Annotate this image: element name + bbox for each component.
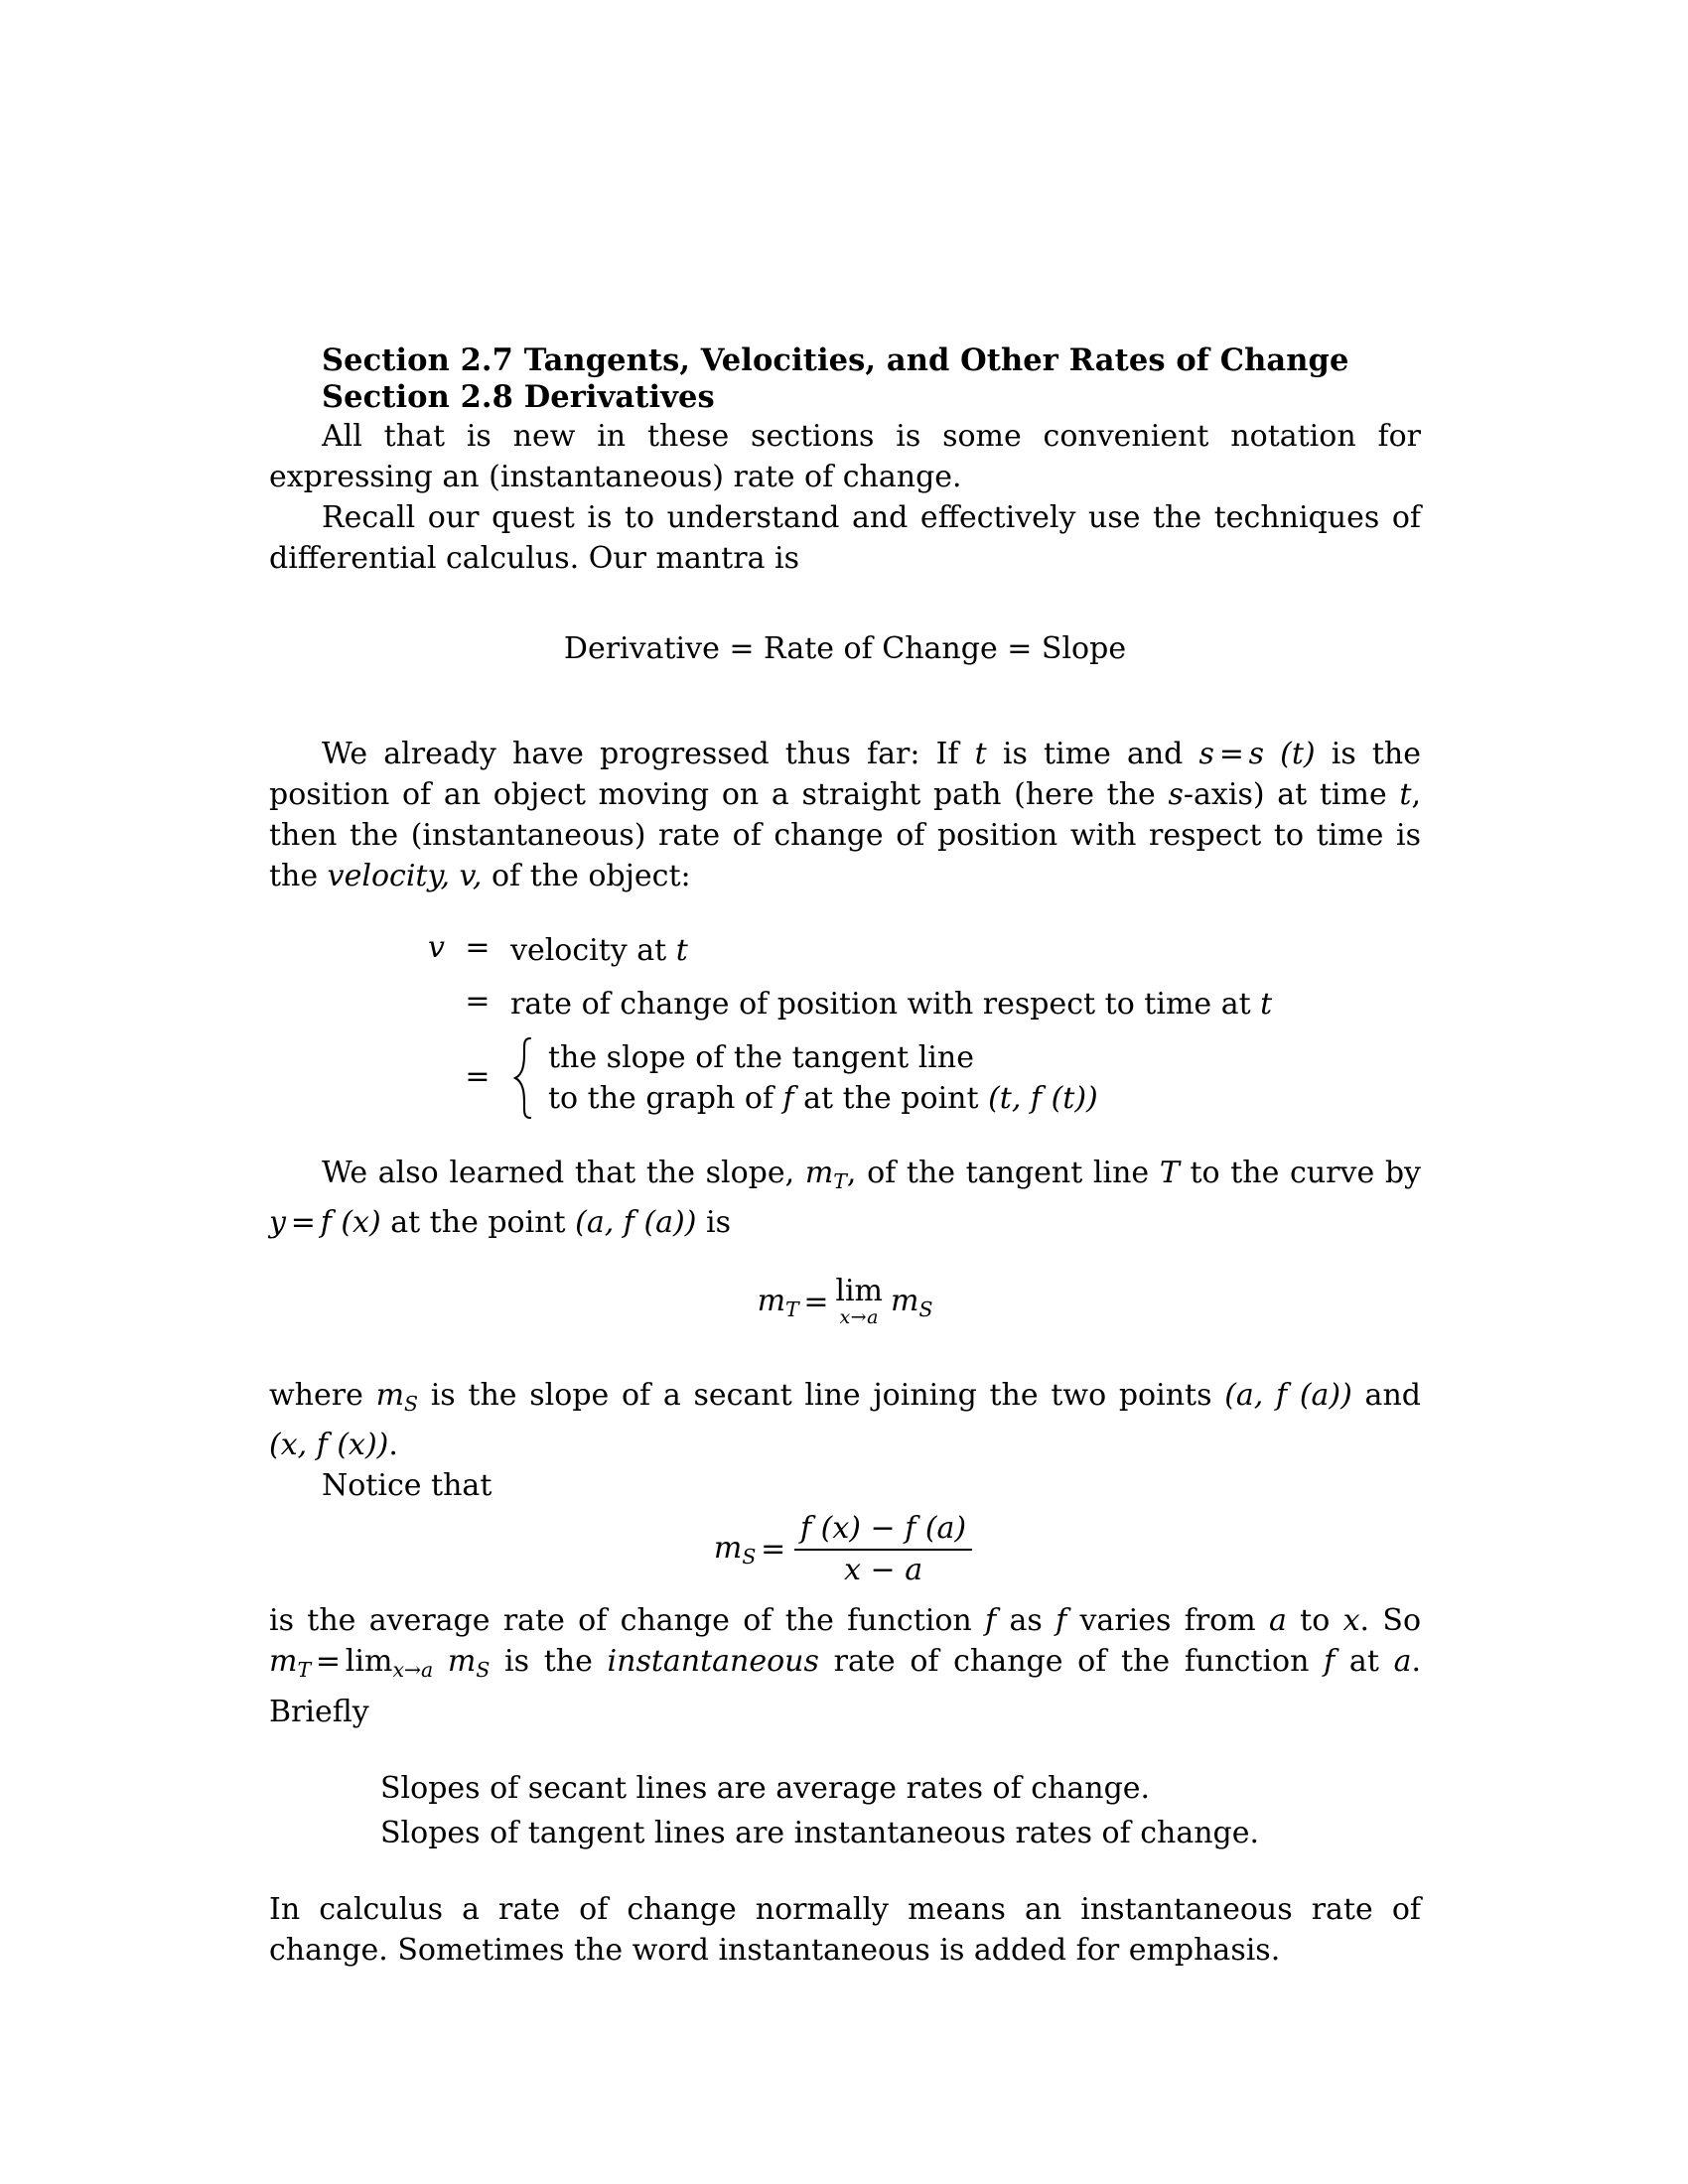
paragraph-average-vs-instantaneous bbox=[269, 1600, 1421, 1731]
case-line-1: the slope of the tangent line bbox=[548, 1040, 974, 1075]
limit-label: lim bbox=[835, 1274, 883, 1309]
p3-e: , then the (instantaneous) rate of change of position with respect to time is the bbox=[269, 777, 1421, 893]
spacer bbox=[269, 1243, 1421, 1277]
var-f-3: f bbox=[1324, 1644, 1336, 1680]
velocity-line-1 bbox=[510, 930, 1421, 971]
spacer bbox=[269, 1732, 1421, 1766]
p6-a: is the average rate of change of the function bbox=[269, 1603, 986, 1639]
var-f-2: f bbox=[1055, 1603, 1067, 1639]
var-x: x bbox=[1342, 1603, 1360, 1639]
velocity-line-2 bbox=[510, 984, 1421, 1024]
p3-b: is time and bbox=[986, 737, 1199, 771]
paragraph-mantra-intro: Recall our quest is to understand and effectively use the techniques of differential calculus. Our mantra is bbox=[269, 500, 1421, 576]
p6-i: . Briefly bbox=[269, 1644, 1421, 1729]
p4-a: We also learned that the slope, bbox=[322, 1156, 805, 1190]
velocity-definition-block bbox=[373, 930, 1421, 1119]
p6-f: is the bbox=[490, 1644, 608, 1680]
section-heading-2-8: Section 2.8 Derivatives bbox=[322, 379, 715, 415]
p6-g: rate of change of the function bbox=[818, 1644, 1325, 1680]
section-heading-2-7: Section 2.7 Tangents, Velocities, and Other Rates of Change bbox=[322, 342, 1349, 378]
p4-d: at the point bbox=[380, 1205, 576, 1241]
cases-group bbox=[510, 1037, 1421, 1119]
left-curly-brace-icon bbox=[510, 1037, 536, 1119]
var-f-1: f bbox=[985, 1603, 997, 1639]
p4-b: , of the tangent line bbox=[846, 1156, 1160, 1190]
display-mantra: Derivative = Rate of Change = Slope bbox=[563, 631, 1127, 666]
paragraph-notation: All that is new in these sections is some convenient notation for expressing an (instantaneous) rate of change. bbox=[269, 419, 1421, 494]
p6-d: to bbox=[1286, 1603, 1343, 1639]
velocity-row-2 bbox=[373, 984, 1421, 1037]
var-t: t bbox=[974, 737, 987, 771]
point-x-fx: (x, f (x)) bbox=[269, 1428, 389, 1463]
spacer bbox=[269, 1586, 1421, 1600]
spacer bbox=[269, 1327, 1421, 1361]
p3-c: is the position of an object moving on a straight path (here the bbox=[269, 737, 1421, 812]
limit-operator bbox=[835, 1274, 883, 1329]
limit-equals: = bbox=[803, 1285, 829, 1320]
equals-sign-2: = bbox=[465, 984, 491, 1019]
sym-m-S: $m_S$ bbox=[375, 1378, 418, 1417]
display-limit-equation bbox=[269, 1274, 1421, 1329]
inline-limit-label: lim bbox=[345, 1644, 393, 1680]
velocity-row-1 bbox=[373, 930, 1421, 984]
p3-a: We already have progressed thus far: If bbox=[322, 737, 975, 771]
velocity-lhs: v bbox=[428, 930, 445, 965]
text-column bbox=[269, 342, 1421, 1971]
secant-lhs: $m_S$ bbox=[713, 1530, 757, 1569]
spacer bbox=[269, 1361, 1421, 1375]
p4-e: is bbox=[696, 1205, 731, 1241]
p6-c: varies from bbox=[1066, 1603, 1269, 1639]
var-s-axis: s bbox=[1168, 777, 1184, 812]
spacer bbox=[269, 670, 1421, 720]
emph-instantaneous: instantaneous bbox=[607, 1644, 819, 1680]
var-f: f bbox=[782, 1081, 794, 1116]
p6-h: at bbox=[1335, 1644, 1394, 1680]
eq-y-of-x: y = f (x) bbox=[269, 1205, 381, 1241]
velocity-line-2-text: rate of change of position with respect to time at bbox=[510, 987, 1261, 1022]
inline-limit bbox=[345, 1644, 434, 1683]
p3-f: of the object: bbox=[482, 859, 691, 893]
var-T: T bbox=[1159, 1156, 1180, 1190]
paragraph-secant-def bbox=[269, 1375, 1421, 1465]
point-t-ft: (t, f (t)) bbox=[988, 1081, 1098, 1116]
statement-secant-lines: Slopes of secant lines are average rates of change. bbox=[380, 1770, 1151, 1806]
statement-tangent-lines: Slopes of tangent lines are instantaneous rates of change. bbox=[380, 1815, 1260, 1850]
spacer bbox=[269, 579, 1421, 628]
paragraph-velocity-intro bbox=[269, 734, 1421, 896]
emph-velocity: velocity, v, bbox=[327, 859, 483, 893]
case-line-2 bbox=[548, 1078, 1098, 1119]
limit-subscript: x→a bbox=[839, 1306, 879, 1329]
spacer bbox=[269, 1855, 1421, 1889]
velocity-cases bbox=[510, 1037, 1421, 1119]
var-t: t bbox=[1260, 987, 1273, 1022]
p5-d: . bbox=[388, 1428, 398, 1463]
velocity-row-3 bbox=[373, 1037, 1421, 1119]
p6-e: . So bbox=[1359, 1603, 1422, 1639]
p5-a: where bbox=[269, 1378, 376, 1414]
cases-lines bbox=[548, 1037, 1098, 1119]
inline-limit-subscript: x→a bbox=[392, 1658, 434, 1683]
equals-sign-1: = bbox=[465, 930, 491, 965]
var-t-2: t bbox=[1399, 777, 1412, 812]
p3-d: -axis) at time bbox=[1183, 777, 1400, 812]
p6-b: as bbox=[996, 1603, 1056, 1639]
secant-fraction bbox=[794, 1512, 972, 1586]
p4-c: to the curve by bbox=[1179, 1156, 1422, 1190]
case-2-b: at the point bbox=[793, 1081, 989, 1116]
point-a-fa: (a, f (a)) bbox=[575, 1205, 697, 1241]
sym-m-T: $m_T$ bbox=[804, 1156, 847, 1194]
spacer bbox=[269, 1119, 1421, 1153]
paragraph-closing: In calculus a rate of change normally means an instantaneous rate of change. Sometimes the word instantaneous is added for emphasis. bbox=[269, 1891, 1421, 1968]
sym-m-T-2: $m_T$ bbox=[269, 1644, 312, 1683]
var-t: t bbox=[675, 933, 688, 968]
case-2-a: to the graph of bbox=[548, 1081, 783, 1116]
limit-lhs: $m_T$ bbox=[757, 1283, 799, 1321]
limit-rhs: $m_S$ bbox=[891, 1283, 933, 1321]
fraction-denominator: x − a bbox=[844, 1552, 923, 1587]
var-a-2: a bbox=[1393, 1644, 1412, 1680]
eq-s-of-t: s = s (t) bbox=[1198, 737, 1316, 771]
spacer bbox=[269, 896, 1421, 930]
var-a: a bbox=[1268, 1603, 1287, 1639]
fraction-numerator: f (x) − f (a) bbox=[800, 1511, 967, 1547]
sym-m-S-2: $m_S$ bbox=[447, 1644, 491, 1683]
p5-b: is the slope of a secant line joining the two points bbox=[418, 1378, 1225, 1414]
display-secant-formula bbox=[269, 1512, 1421, 1586]
paragraph-notice-that: Notice that bbox=[322, 1468, 492, 1504]
spacer bbox=[269, 720, 1421, 734]
p6-equals: = bbox=[315, 1644, 341, 1680]
equals-sign-3: = bbox=[465, 1059, 491, 1094]
secant-equals: = bbox=[761, 1532, 786, 1568]
paragraph-slope-tangent bbox=[269, 1153, 1421, 1243]
point-a-fa-2: (a, f (a)) bbox=[1224, 1378, 1352, 1414]
p5-c: and bbox=[1351, 1378, 1421, 1414]
velocity-line-1-text: velocity at bbox=[510, 933, 676, 968]
